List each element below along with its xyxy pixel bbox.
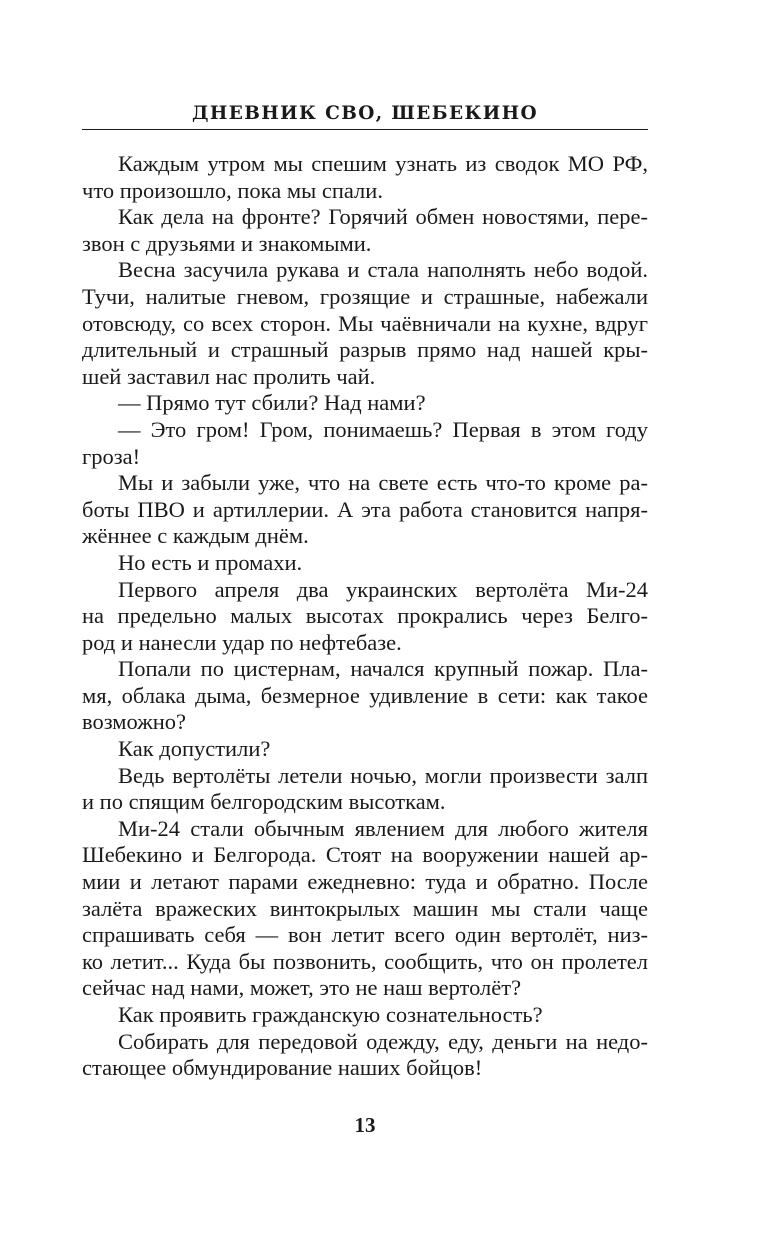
text-line: на предельно малых высотах прокрались через Белго- — [82, 603, 648, 629]
text-line: возможно? — [82, 709, 187, 735]
text-line: Но есть и промахи. — [118, 549, 303, 575]
text-line: Как проявить гражданскую сознательность? — [118, 1002, 543, 1027]
text-line: и по спящим белгородским высоткам. — [82, 789, 446, 815]
text-line: мии и летают парами ежедневно: туда и обратно. После — [82, 869, 648, 895]
text-line: Мы и забыли уже, что на свете есть что-то кроме ра- — [118, 470, 648, 496]
body-text — [82, 151, 648, 1082]
text-line: стающее обмундирование наших бойцов! — [82, 1055, 483, 1081]
text-line: Собирать для передовой одежду, еду, деньги на недо- — [118, 1028, 648, 1054]
text-line: Каждым утром мы спешим узнать из сводок МО РФ, — [118, 151, 648, 176]
text-line: Как дела на фронте? Горячий обмен новостями, пере- — [118, 204, 648, 230]
text-line: Тучи, налитые гневом, грозящие и страшные, набежали — [82, 283, 648, 309]
text-line: отовсюду, со всех сторон. Мы чаёвничали на кухне, вдруг — [82, 310, 648, 336]
text-line: Попали по цистернам, начался крупный пожар. Пла- — [118, 656, 648, 682]
text-line: сейчас над нами, может, это не наш вертолёт? — [82, 975, 522, 1001]
text-line: гроза! — [82, 443, 141, 469]
text-line: Первого апреля два украинских вертолёта Ми-24 — [118, 576, 648, 602]
page-number: 13 — [354, 1113, 376, 1137]
text-line: Ведь вертолёты летели ночью, могли произвести залп — [118, 762, 648, 788]
text-line: звон с друзьями и знакомыми. — [82, 230, 372, 256]
text-line: — Прямо тут сбили? Над нами? — [118, 390, 426, 416]
text-line: спрашивать себя — вон летит всего один вертолёт, низ- — [82, 922, 648, 948]
text-line: что произошло, пока мы спали. — [82, 177, 383, 203]
text-line: Ми-24 стали обычным явлением для любого жителя — [118, 815, 648, 841]
text-line: жённее с каждым днём. — [82, 523, 309, 549]
text-line: Шебекино и Белгорода. Стоят на вооружении нашей ар- — [82, 842, 648, 868]
header-rule — [82, 129, 648, 130]
text-line: залёта вражеских винтокрылых машин мы стали чаще — [82, 895, 648, 921]
text-line: боты ПВО и артиллерии. А эта работа становится напря- — [82, 496, 648, 522]
text-line: Как допустили? — [118, 736, 271, 762]
text-line: — Это гром! Гром, понимаешь? Первая в этом году — [118, 416, 648, 442]
text-line: мя, облака дыма, безмерное удивление в сети: как такое — [82, 682, 648, 708]
text-line: длительный и страшный разрыв прямо над нашей кры- — [82, 337, 648, 363]
text-line: род и нанесли удар по нефтебазе. — [82, 629, 402, 655]
text-line: шей заставил нас пролить чай. — [82, 363, 376, 389]
text-line: Весна засучила рукава и стала наполнять небо водой. — [118, 257, 648, 283]
text-line: ко летит... Куда бы позвонить, сообщить, что он пролетел — [82, 948, 648, 974]
running-title: ДНЕВНИК СВО, ШЕБЕКИНО — [191, 103, 539, 124]
